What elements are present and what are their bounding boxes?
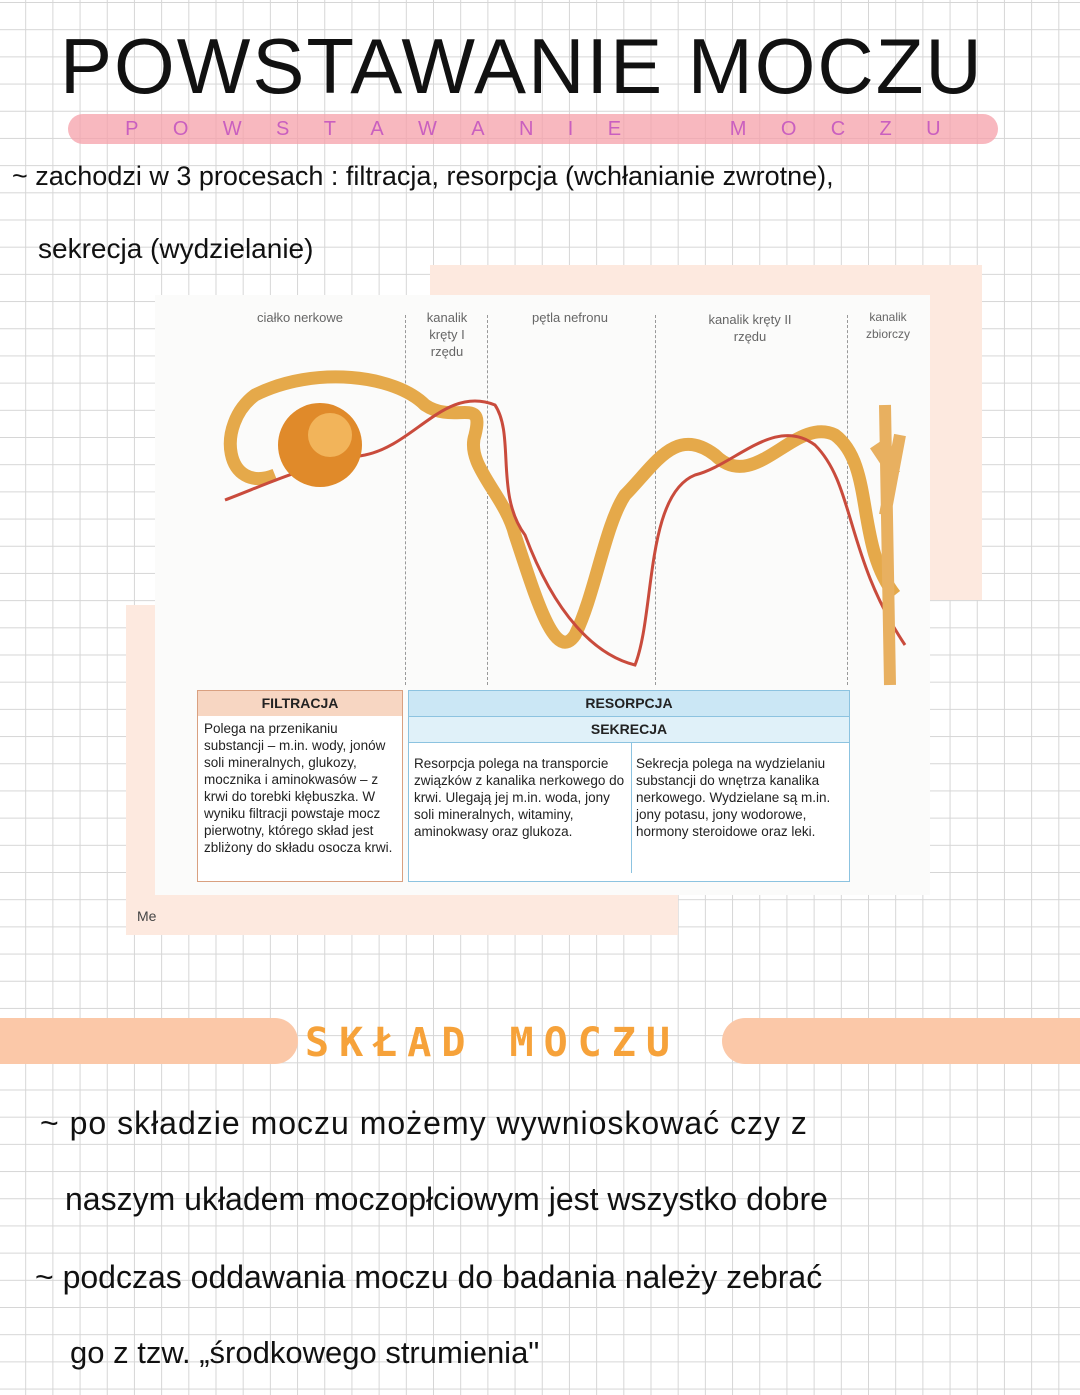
- hl-letter: W: [418, 118, 437, 140]
- hl-letter: E: [607, 118, 622, 140]
- sekrecja-text: Sekrecja polega na wydzielaniu substancji do wnętrza kanalika nerkowego. Wydzielane są m.in. jony potasu, jony wodorowe, hormony steroidowe oraz leki.: [636, 756, 831, 839]
- hl-letter: T: [323, 118, 336, 140]
- col-petla: pętla nefronu: [532, 310, 608, 325]
- hl-letter: Z: [879, 118, 892, 140]
- resorpcja-header: RESORPCJA: [409, 691, 849, 717]
- note-line-3: ~ po składzie moczu możemy wywnioskować czy z: [40, 1105, 808, 1141]
- note-line-4: naszym układem moczopłciowym jest wszystko dobre: [65, 1181, 828, 1217]
- note-line-1: ~ zachodzi w 3 procesach : filtracja, resorpcja (wchłanianie zwrotne),: [12, 161, 834, 191]
- col-kanalik1: kanalik kręty I rzędu: [426, 310, 468, 359]
- hl-letter: U: [926, 118, 941, 140]
- nephron-illustration: [155, 295, 930, 695]
- hl-letter: O: [780, 118, 797, 140]
- hl-letter: A: [370, 118, 384, 140]
- hl-letter: S: [276, 118, 290, 140]
- filtracja-text: Polega na przenikaniu substancji – m.in. wody, jonów soli mineralnych, glukozy, mocznika i aminokwasów – z krwi do torebki kłębuszka. W wyniku filtracji powstaje mocz pierwotny, którego skład jest zbliżony do składu osocza krwi.: [204, 721, 393, 855]
- hl-letter: C: [830, 118, 846, 140]
- hl-letter: W: [222, 118, 242, 140]
- page-title: POWSTAWANIE MOCZU: [60, 22, 984, 110]
- nephron-diagram: [155, 295, 930, 895]
- hl-letter: A: [471, 118, 485, 140]
- filtracja-header: FILTRACJA: [198, 691, 402, 716]
- hl-letter: O: [172, 118, 189, 140]
- resorpcja-sekrecja-box: [408, 690, 850, 882]
- me-label: Me: [137, 908, 157, 924]
- section2-title: SKŁAD MOCZU: [305, 1020, 680, 1066]
- sekrecja-header: SEKRECJA: [409, 717, 849, 743]
- note-line-2: sekrecja (wydzielanie): [38, 233, 314, 264]
- note-line-6: go z tzw. „środkowego strumienia": [70, 1335, 540, 1370]
- hl-letter: N: [518, 118, 534, 140]
- hl-letter: P: [125, 118, 139, 140]
- col-kanalik2: kanalik kręty II rzędu: [708, 312, 792, 344]
- col-ciałko: ciałko nerkowe: [257, 310, 343, 325]
- title-highlight: [68, 114, 998, 144]
- hl-letter: I: [567, 118, 574, 140]
- hl-letter: M: [729, 118, 747, 140]
- col-zbiorczy: kanalik zbiorczy: [865, 310, 910, 341]
- note-line-5: ~ podczas oddawania moczu do badania należy zebrać: [35, 1259, 823, 1295]
- filtracja-box: [197, 690, 403, 882]
- resorpcja-text: Resorpcja polega na transporcie związków z kanalika nerkowego do krwi. Ulegają jej m.in. woda, jony soli mineralnych, witaminy, aminokwasy oraz glukoza.: [409, 743, 632, 873]
